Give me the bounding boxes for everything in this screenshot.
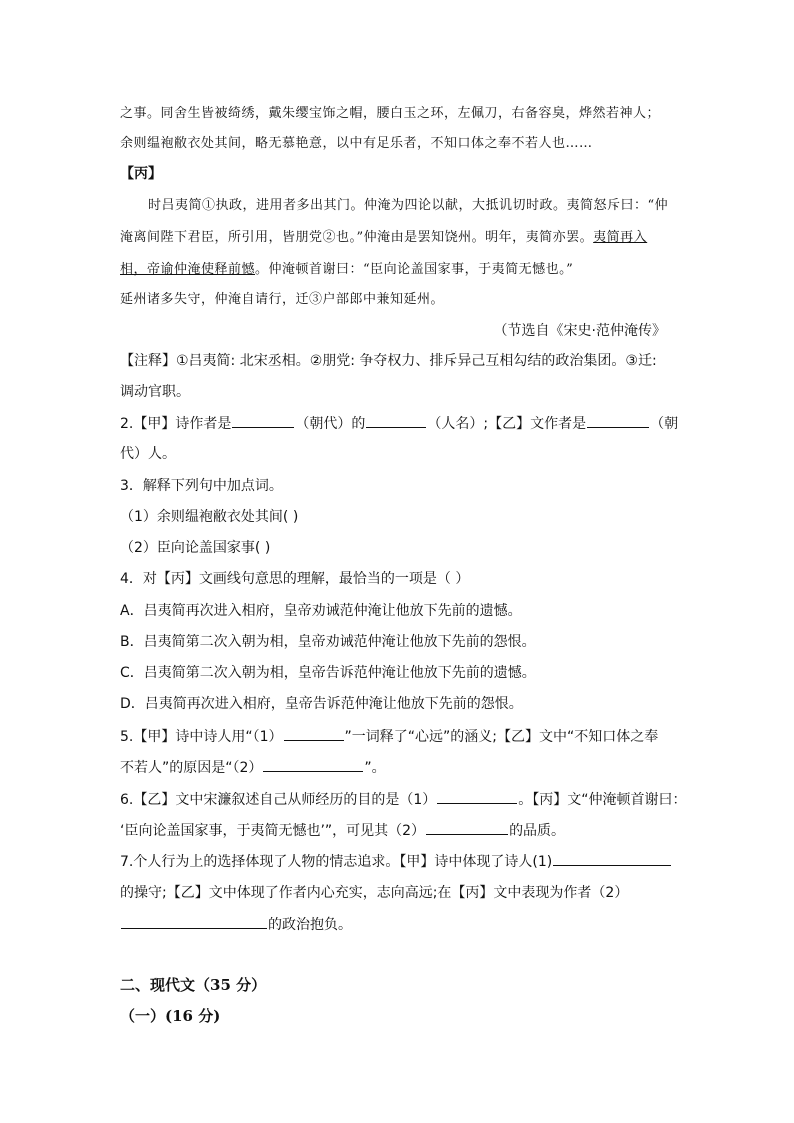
underlined-sentence-part-2: 相，帝谕仲淹使释前憾 <box>120 262 256 277</box>
question-7 <box>120 851 672 872</box>
passage-bing-line-1: 时吕夷简①执政，进用者多出其门。仲淹为四论以献，大抵讥切时政。夷简怒斥曰：“仲 <box>148 198 669 213</box>
question-4-stem: 4．对【丙】文画线句意思的理解，最恰当的一项是（ ） <box>120 571 470 587</box>
q6-blank-2[interactable] <box>426 820 508 835</box>
passage-source: （节选自《宋史·范仲淹传》 <box>493 323 666 339</box>
q5-text-3: 不若人”的原因是“（2） <box>120 760 263 776</box>
passage-jia-line-2: 余则缊袍敝衣处其间，略无慕艳意，以中有足乐者，不知口体之奉不若人也…… <box>120 136 593 151</box>
question-6 <box>120 789 687 810</box>
underlined-sentence-part-1: 夷简再入 <box>593 230 648 245</box>
q7-blank-1[interactable] <box>553 851 671 866</box>
passage-bing-line-2 <box>120 228 647 248</box>
question-2-line-2: 代）人。 <box>120 446 176 462</box>
q7-text-2: 的政治抱负。 <box>268 917 352 933</box>
q5-blank-2[interactable] <box>263 757 363 772</box>
q5-text-1: 5.【甲】诗中诗人用“（1） <box>120 729 283 745</box>
section-2-subtitle: （一）(16 分) <box>120 1007 221 1025</box>
question-2 <box>120 413 678 434</box>
question-3-item-1: （1）余则缊袍敝衣处其间( ) <box>120 509 299 525</box>
passage-bing-line-2-text: 淹离间陛下君臣，所引用，皆朋党②也。”仲淹由是罢知饶州。明年，夷简亦罢。 <box>120 230 594 245</box>
question-3-item-2: （2）臣向论盖国家事( ) <box>120 540 271 556</box>
q6-text-1: 6.【乙】文中宋濂叙述自己从师经历的目的是（1） <box>120 792 437 808</box>
q2-blank-dynasty-2[interactable] <box>587 413 649 428</box>
passage-bing-line-4: 延州诸多失守，仲淹自请行，迁③户部郎中兼知延州。 <box>120 292 445 307</box>
question-5-line-2 <box>120 757 386 778</box>
passage-bing-line-3 <box>120 260 573 280</box>
q2-text-4: （朝 <box>650 416 679 432</box>
q6-text-3: ‘臣向论盖国家事，于夷简无憾也’”，可见其（2） <box>120 823 426 839</box>
passage-jia-line-1: 之事。同舍生皆被绮绣，戴朱缨宝饰之帽，腰白玉之环，左佩刀，右备容臭，烨然若神人； <box>120 106 661 121</box>
notes-line-1: 【注释】①吕夷简: 北宋丞相。②朋党: 争夺权力、排斥异己互相勾结的政治集团。③迁: <box>120 353 657 369</box>
q7-blank-2[interactable] <box>121 914 267 929</box>
question-4-option-b[interactable]: B．吕夷简第二次入朝为相，皇帝劝诫范仲淹让他放下先前的怨恨。 <box>120 634 536 650</box>
section-2-title: 二、现代文（35 分） <box>120 976 267 994</box>
q7-text-1: 7.个人行为上的选择体现了人物的情志追求。【甲】诗中体现了诗人(1) <box>120 854 553 870</box>
question-4-option-d[interactable]: D．吕夷简再次进入相府，皇帝告诉范仲淹让他放下先前的怨恨。 <box>120 696 523 712</box>
question-5 <box>120 726 658 747</box>
passage-bing-label: 【丙】 <box>120 166 162 182</box>
question-6-line-2 <box>120 820 565 841</box>
q5-blank-1[interactable] <box>284 726 344 741</box>
question-4-option-c[interactable]: C．吕夷简第二次入朝为相，皇帝告诉范仲淹让他放下先前的遗憾。 <box>120 665 536 681</box>
q5-text-4: ”。 <box>364 760 386 776</box>
q6-blank-1[interactable] <box>437 789 517 804</box>
q2-text-1: 2.【甲】诗作者是 <box>120 416 232 432</box>
q6-text-4: 的品质。 <box>509 823 566 839</box>
notes-line-2: 调动官职。 <box>120 384 190 400</box>
passage-bing-line-3-text: 。仲淹顿首谢曰：“臣向论盖国家事，于夷简无憾也。” <box>255 262 574 277</box>
q5-text-2: ”一词释了“心远”的涵义;【乙】文中“不知口体之奉 <box>344 729 659 745</box>
q2-blank-dynasty[interactable] <box>232 413 294 428</box>
question-7-line-2: 的操守;【乙】文中体现了作者内心充实，志向高远;在【丙】文中表现为作者（2） <box>120 885 629 901</box>
q6-text-2: 。【丙】文“仲淹顿首谢曰： <box>518 792 687 808</box>
question-4-option-a[interactable]: A．吕夷简再次进入相府，皇帝劝诫范仲淹让他放下先前的遗憾。 <box>120 603 522 619</box>
question-3-stem: 3．解释下列句中加点词。 <box>120 478 283 494</box>
question-7-line-3 <box>120 914 352 935</box>
q2-text-2: （朝代）的 <box>295 416 366 432</box>
q2-text-3: （人名）;【乙】文作者是 <box>427 416 587 432</box>
q2-blank-author[interactable] <box>366 413 426 428</box>
